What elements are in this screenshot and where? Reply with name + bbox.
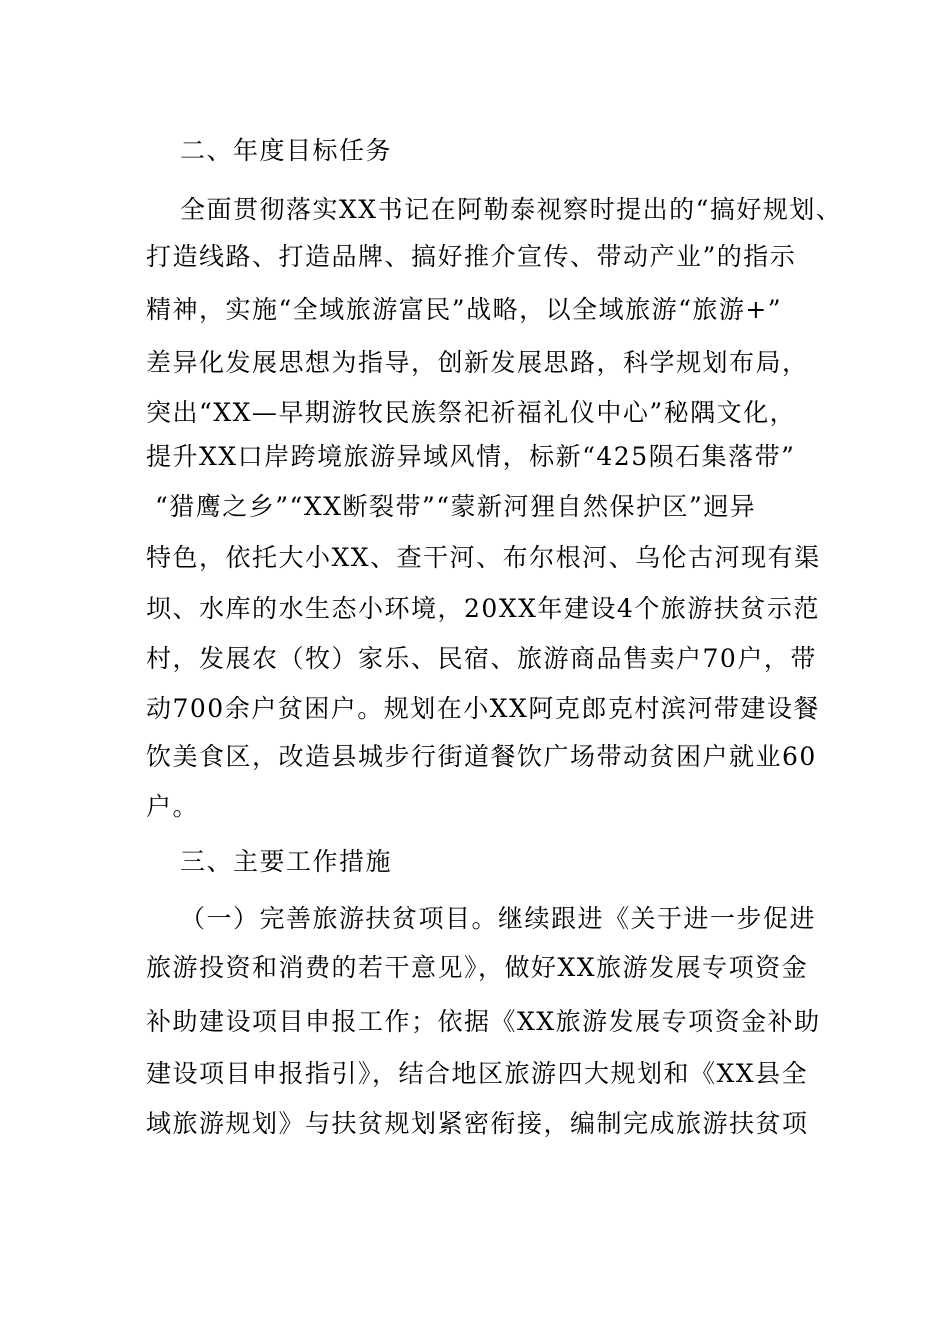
paragraph-line: 精神，实施“全域旅游富民”战略，以全域旅游“旅游+” (146, 295, 783, 324)
paragraph-line: 饮美食区，改造县城步行街道餐饮广场带动贫困户就业60 (146, 742, 817, 771)
paragraph-line: 补助建设项目申报工作；依据《XX旅游发展专项资金补助 (146, 1007, 821, 1036)
paragraph-line: 域旅游规划》与扶贫规划紧密衔接，编制完成旅游扶贫项 (146, 1109, 809, 1138)
paragraph-line: 建设项目申报指引》，结合地区旅游四大规划和《XX县全 (146, 1059, 809, 1088)
paragraph-line: 动700余户贫困户。规划在小XX阿克郎克村滨河带建设餐 (146, 694, 820, 723)
paragraph-line: 差异化发展思想为指导，创新发展思路，科学规划布局， (146, 348, 809, 377)
paragraph-line: 坝、水库的水生态小环境，20XX年建设4个旅游扶贫示范 (146, 594, 820, 623)
paragraph-line: 突出“XX—早期游牧民族祭祀祈福礼仪中心”秘隅文化， (146, 398, 797, 427)
paragraph-line: 全面贯彻落实XX书记在阿勒泰视察时提出的“搞好规划、 (180, 195, 843, 224)
paragraph-line: 村，发展农（牧）家乐、民宿、旅游商品售卖户70户，带 (146, 644, 817, 673)
section-heading-main-measures: 三、主要工作措施 (180, 847, 393, 876)
paragraph-line: 户。 (146, 792, 200, 821)
paragraph-line: 旅游投资和消费的若干意见》，做好XX旅游发展专项资金 (146, 953, 809, 982)
paragraph-line: 提升XX口岸跨境旅游异域风情，标新“425陨石集落带” (146, 442, 796, 471)
paragraph-line: “猎鹰之乡”“XX断裂带”“蒙新河狸自然保护区”迥异 (155, 492, 757, 521)
paragraph-line: 打造线路、打造品牌、搞好推介宣传、带动产业”的指示 (146, 242, 797, 271)
section-heading-annual-goals: 二、年度目标任务 (180, 136, 393, 165)
paragraph-line: 特色，依托大小XX、查干河、布尔根河、乌伦古河现有渠 (146, 543, 821, 572)
paragraph-line: （一）完善旅游扶贫项目。继续跟进《关于进一步促进 (180, 904, 817, 933)
